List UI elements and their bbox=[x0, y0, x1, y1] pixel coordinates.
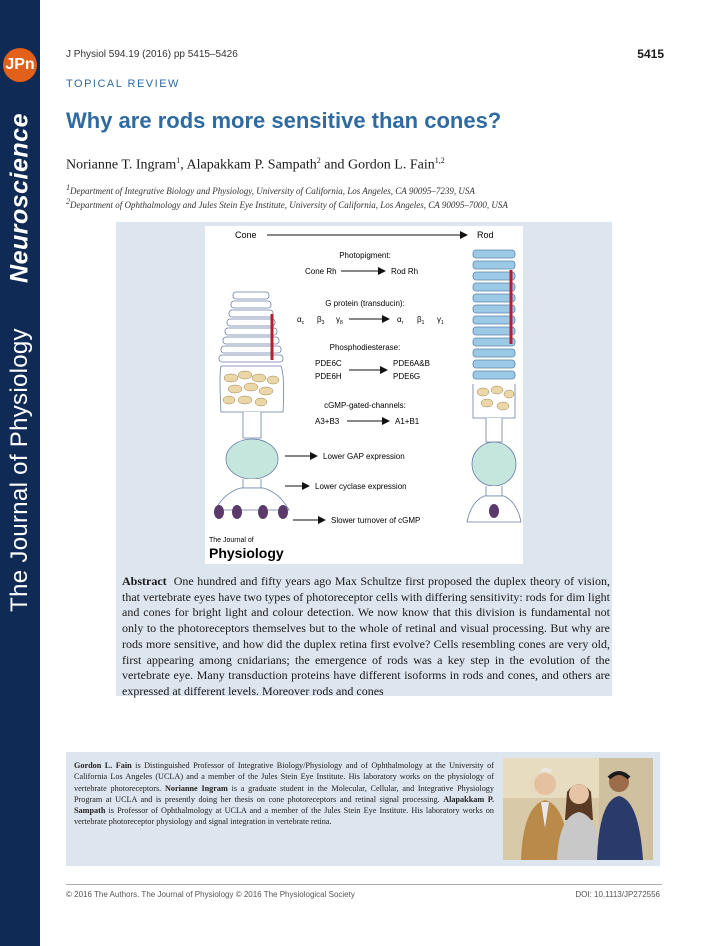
author-name: Norianne T. Ingram bbox=[66, 157, 177, 173]
affiliation-number: 1 bbox=[66, 183, 70, 192]
cgmp-heading: cGMP-gated-channels: bbox=[324, 401, 406, 410]
affiliation bbox=[66, 197, 508, 210]
pde-rod-1: PDE6A&B bbox=[393, 359, 430, 368]
bio-text: is Professor of Ophthalmology at UCLA and a member of the Jules Stein Eye Institute. His laboratory works on vertebrate photoreceptor physiology and signal integration in vertebrate retina. bbox=[74, 806, 494, 827]
rod-alpha: $\alpha_r$ bbox=[397, 315, 404, 326]
bio-text: is a graduate student in the Molecular, Cellular, and Integrative Physiology Program at UCLA and is presently doing her thesis on cone photoreceptors and retinal signal processing. bbox=[74, 783, 494, 804]
affiliation-text: Department of Integrative Biology and Physiology, University of California, Los Angeles, CA 90095–7239, USA bbox=[70, 186, 475, 196]
journal-name: The Journal of Physiology bbox=[6, 328, 33, 612]
author-separator: and bbox=[320, 157, 348, 173]
logo-small: The Journal of bbox=[209, 537, 254, 544]
footer-rule bbox=[66, 884, 662, 885]
authors-photo bbox=[503, 758, 653, 860]
rod-beta: $\beta_1$ bbox=[417, 315, 425, 326]
pde-cone-2: PDE6H bbox=[315, 372, 342, 381]
rod-rh: Rod Rh bbox=[391, 267, 419, 276]
author-name: Alapakkam P. Sampath bbox=[186, 157, 317, 173]
cone-alpha: $\alpha_c$ bbox=[297, 315, 305, 326]
note-cyclase: Lower cyclase expression bbox=[315, 482, 407, 491]
cone-beta: $\beta_3$ bbox=[317, 315, 325, 326]
bio-name: Alapakkam P. Sampath bbox=[74, 794, 494, 816]
gprotein-heading: G protein (transducin): bbox=[325, 299, 405, 308]
note-gap: Lower GAP expression bbox=[323, 452, 405, 461]
affiliation bbox=[66, 183, 475, 196]
affiliation-text: Department of Ophthalmology and Jules Stein Eye Institute, University of California, Los Angeles, CA 90095–7000, USA bbox=[70, 200, 508, 210]
section-name: Neuroscience bbox=[5, 113, 34, 283]
note-cgmp: Slower turnover of cGMP bbox=[331, 516, 421, 525]
cone-cell bbox=[214, 292, 289, 519]
authors-photo-image bbox=[503, 758, 653, 860]
author-bio bbox=[74, 760, 494, 828]
gprotein-subunits bbox=[297, 315, 444, 326]
cgmp-rod: A1+B1 bbox=[395, 417, 420, 426]
cgmp-cone: A3+B3 bbox=[315, 417, 340, 426]
copyright: © 2016 The Authors. The Journal of Physiology © 2016 The Physiological Society bbox=[66, 890, 355, 899]
author-list bbox=[66, 156, 445, 174]
rod-label: Rod bbox=[477, 230, 494, 240]
cone-gamma: $\gamma_8$ bbox=[336, 315, 343, 326]
page-number: 5415 bbox=[637, 47, 664, 61]
pde-heading: Phosphodiesterase: bbox=[329, 343, 401, 352]
cone-rh: Cone Rh bbox=[305, 267, 337, 276]
pde-rod-2: PDE6G bbox=[393, 372, 421, 381]
author-affiliation: 2 bbox=[316, 156, 321, 165]
abstract-heading: Abstract bbox=[122, 574, 167, 588]
logo-big: Physiology bbox=[209, 545, 284, 561]
article-section: TOPICAL REVIEW bbox=[66, 78, 180, 90]
author-affiliation: 1,2 bbox=[434, 156, 445, 165]
rod-cell bbox=[467, 250, 521, 522]
bio-name: Gordon L. Fain bbox=[74, 761, 132, 770]
bio-name: Norianne Ingram bbox=[164, 783, 228, 793]
figure-panel bbox=[205, 226, 523, 564]
photopigment-heading: Photopigment: bbox=[339, 251, 391, 260]
bio-text: is Distinguished Professor of Integrative Biology/Physiology and of Ophthalmology at the University of California Los Angeles (UCLA) and a member of the Jules Stein Eye Institute. His laboratory works on the physiology of vertebrate photoreceptors. bbox=[74, 761, 494, 793]
doi: DOI: 10.1113/JP272556 bbox=[575, 890, 660, 899]
author-separator: , bbox=[180, 157, 187, 173]
author-affiliation: 1 bbox=[176, 156, 181, 165]
citation: J Physiol 594.19 (2016) pp 5415–5426 bbox=[66, 49, 238, 60]
rod-gamma: $\gamma_1$ bbox=[437, 315, 444, 326]
rod-cone-diagram bbox=[205, 226, 523, 564]
affiliation-number: 2 bbox=[66, 197, 70, 206]
jpn-badge: JPn bbox=[3, 48, 37, 82]
abstract bbox=[122, 574, 610, 700]
author-name: Gordon L. Fain bbox=[348, 157, 435, 173]
journal-sidebar bbox=[0, 0, 40, 946]
cone-label: Cone bbox=[235, 230, 257, 240]
article-title: Why are rods more sensitive than cones? bbox=[66, 108, 502, 133]
pde-cone-1: PDE6C bbox=[315, 359, 342, 368]
abstract-text: One hundred and fifty years ago Max Schultze first proposed the duplex theory of vision, that vertebrate eyes have two types of photoreceptor cells with differing sensitivity: rods for dim light and cones for bright light and colour detection. We now know that this division is fundamental not only to the photoreceptors themselves but to the whole of retinal and visual processing. But why are rods more sensitive, and how did the duplex retina first evolve? Cells resembling cones are very old, first appearing among cnidarians; the emergence of rods was a key step in the evolution of the vertebrate eye. Many transduction proteins have different isoforms in rods and cones, and others are expressed at different levels. Moreover rods and cones bbox=[122, 574, 610, 698]
